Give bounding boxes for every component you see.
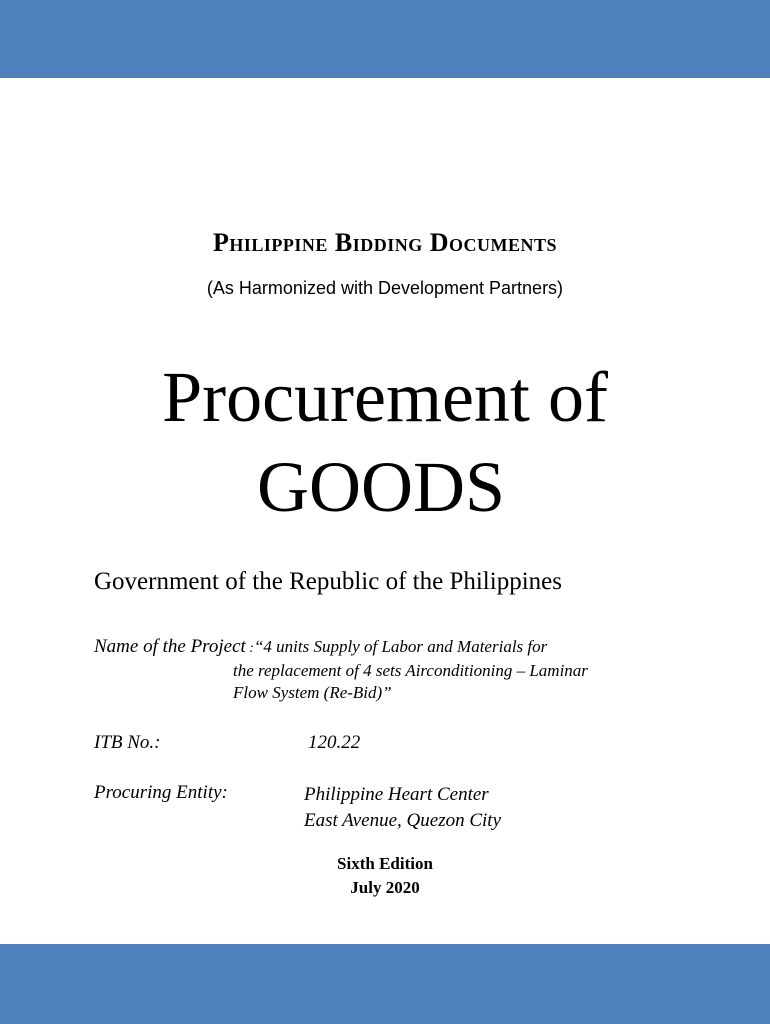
series-subtitle: (As Harmonized with Development Partners) [206, 278, 564, 298]
procuring-entity-address: East Avenue, Quezon City [304, 810, 502, 831]
bottom-color-band [0, 944, 770, 1024]
project-name-line3: Flow System (Re-Bid)” [233, 683, 392, 702]
series-title: Philippine Bidding Documents [212, 228, 558, 257]
document-title-line2: GOODS [256, 447, 506, 527]
itb-row [94, 732, 361, 754]
project-line1 [94, 636, 694, 660]
procuring-entity-row [94, 782, 502, 831]
document-title [0, 352, 770, 532]
procuring-entity-label: Procuring Entity: [94, 782, 228, 803]
edition-label: Sixth Edition [337, 854, 433, 873]
document-title-line1: Procurement of [162, 357, 608, 437]
project-label: Name of the Project [94, 636, 246, 657]
project-separator: : [245, 641, 254, 656]
itb-value: 120.22 [308, 732, 361, 753]
project-block [94, 636, 694, 704]
top-color-band [0, 0, 770, 78]
edition-date: July 2020 [350, 878, 420, 897]
edition-block [0, 852, 770, 900]
procuring-entity-name: Philippine Heart Center [304, 784, 489, 805]
procuring-entity-value [304, 782, 501, 834]
itb-label: ITB No.: [94, 732, 161, 753]
government-name: Government of the Republic of the Philippines [94, 568, 562, 595]
project-name-line1: “4 units Supply of Labor and Materials for [253, 637, 548, 656]
project-name-line2: the replacement of 4 sets Airconditioning – Laminar [233, 661, 588, 680]
